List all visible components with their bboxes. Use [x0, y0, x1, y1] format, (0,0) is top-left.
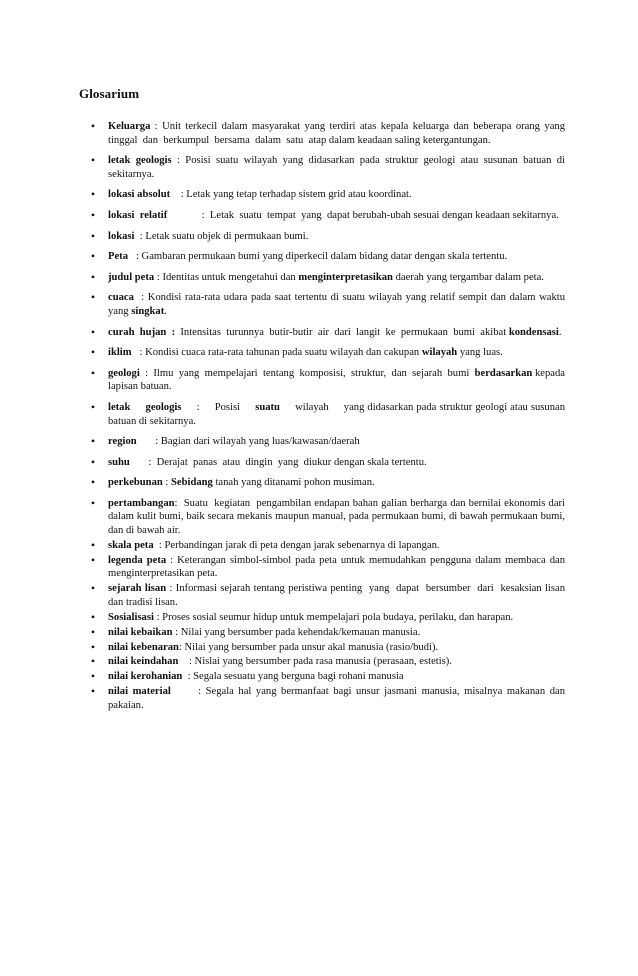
- glossary-entry: [87, 250, 565, 264]
- bullet-icon: •: [90, 581, 96, 596]
- glossary-text: : Letak suatu objek di permukaan bumi.: [134, 230, 309, 242]
- glossary-entry: [87, 552, 568, 581]
- glossary-term: letak geologis: [108, 155, 172, 167]
- bullet-icon: •: [90, 119, 96, 133]
- glossary-text: daerah yang tergambar dalam peta.: [392, 271, 544, 283]
- glossary-term: Sosialisasi: [108, 611, 154, 623]
- glossary-text: : Segala sesuatu yang berguna bagi rohani manusia: [182, 671, 404, 683]
- glossary-term: suatu: [255, 401, 280, 413]
- glossary-text: : Segala hal yang bermanfaat bagi unsur jasmani manusia, misalnya makanan dan pakaian.: [108, 686, 568, 711]
- glossary-text: .: [558, 326, 562, 338]
- glossary-entry: [87, 670, 565, 684]
- glossary-term: berdasarkan: [474, 367, 533, 379]
- glossary-term: Peta: [108, 251, 128, 263]
- glossary-entry: [87, 230, 565, 244]
- glossary-entry: [87, 399, 568, 428]
- glossary-text: Intensitas turunnya butir-butir air dari langit ke permukaan bumi akibat: [175, 326, 509, 338]
- bullet-icon: •: [90, 207, 96, 222]
- glossary-term: curah hujan :: [108, 326, 176, 338]
- glossary-term: Keluarga: [108, 121, 151, 132]
- glossary-entry: [87, 365, 568, 394]
- bullet-icon: •: [90, 324, 96, 339]
- glossary-term: menginterpretasikan: [298, 271, 393, 283]
- glossary-term: nilai keindahan: [108, 656, 179, 668]
- glossary-term: perkebunan: [108, 477, 163, 489]
- bullet-icon: •: [90, 399, 96, 414]
- bullet-icon: •: [90, 669, 96, 684]
- bullet-icon: •: [90, 228, 96, 243]
- glossary-term: skala peta: [108, 539, 154, 551]
- glossary-text: kepada lapisan batuan.: [108, 367, 568, 393]
- glossary-text: tanah yang ditanami pohon musiman.: [212, 477, 375, 489]
- glossary-text: : Derajat panas atau dingin yang diukur dengan skala tertentu.: [129, 456, 427, 468]
- glossary-term: nilai kebaikan: [108, 626, 173, 638]
- glossary-text: : Posisi suatu wilayah yang didasarkan pada struktur geologi atau susunan batuan di sekitarnya.: [108, 155, 568, 180]
- bullet-icon: •: [90, 345, 96, 360]
- bullet-icon: •: [90, 537, 96, 552]
- glossary-entry: [87, 539, 565, 553]
- glossary-text: : Bagian dari wilayah yang luas/kawasan/daerah: [136, 436, 360, 448]
- bullet-icon: •: [90, 552, 96, 567]
- bullet-icon: •: [90, 187, 96, 202]
- glossary-term: lokasi relatif: [108, 209, 168, 221]
- glossary-text: : Identitas untuk mengetahui dan: [154, 271, 299, 283]
- bullet-icon: •: [90, 434, 96, 449]
- glossary-entry: [87, 271, 565, 285]
- glossary-text: yang luas.: [457, 347, 503, 359]
- glossary-text: : Ilmu yang mempelajari tentang komposisi, struktur, dan sejarah bumi: [139, 367, 475, 379]
- glossary-entry: [87, 476, 565, 490]
- glossary-term: nilai kebenaran: [108, 641, 179, 653]
- glossary-text: : Gambaran permukaan bumi yang diperkecil dalam bidang datar dengan skala tertentu.: [128, 251, 508, 263]
- glossary-text: : Nilai yang bersumber pada kehendak/kemauan manusia.: [172, 626, 421, 638]
- glossary-text: :: [162, 477, 172, 489]
- bullet-icon: •: [90, 269, 96, 284]
- glossary-term: nilai material: [108, 686, 171, 698]
- glossary-entry: [87, 581, 568, 609]
- bullet-icon: •: [90, 609, 96, 624]
- glossary-term: iklim: [108, 347, 132, 359]
- glossary-term: region: [108, 436, 137, 448]
- bullet-icon: •: [90, 153, 96, 168]
- glossary-term: kondensasi: [508, 326, 559, 338]
- glossary-term: lokasi: [108, 230, 135, 242]
- glossary-term: legenda peta: [108, 554, 167, 566]
- glossary-term: suhu: [108, 456, 130, 468]
- bullet-icon: •: [90, 684, 96, 699]
- glossary-entry: [87, 188, 565, 202]
- glossary-text: : Informasi sejarah tentang peristiwa penting yang dapat bersumber dari kesaksian lisan dan tradisi lisan.: [108, 583, 568, 608]
- glossary-term: judul peta: [108, 271, 155, 283]
- glossary-entry: [87, 435, 565, 449]
- glossary-term: pertambangan: [108, 497, 175, 509]
- glossary-entry: [87, 290, 568, 318]
- glossary-text: : Posisi: [181, 401, 256, 413]
- page-title: Glosarium: [79, 86, 140, 101]
- glossary-term: wilayah: [421, 347, 458, 359]
- bullet-icon: •: [90, 639, 96, 654]
- bullet-icon: •: [90, 654, 96, 669]
- bullet-icon: •: [90, 454, 96, 469]
- glossary-entry: [87, 684, 568, 712]
- glossary-entry: [87, 119, 568, 147]
- glossary-text: : Kondisi rata-rata udara pada saat tertentu di suatu wilayah yang relatif sempit dan dalam waktu yang: [108, 292, 568, 317]
- bullet-icon: •: [90, 249, 96, 264]
- glossary-text: : Kondisi cuaca rata-rata tahunan pada suatu wilayah dan cakupan: [131, 347, 422, 359]
- glossary-text: : Letak suatu tempat yang dapat berubah-ubah sesuai dengan keadaan sekitarnya.: [167, 209, 559, 221]
- glossary-term: cuaca: [108, 292, 134, 304]
- glossary-entry: [87, 655, 565, 669]
- glossary-list: [87, 119, 568, 714]
- glossary-term: lokasi absolut: [108, 189, 171, 201]
- glossary-term: sejarah lisan: [108, 583, 167, 595]
- glossary-entry: [87, 641, 565, 655]
- glossary-entry: [87, 495, 568, 538]
- bullet-icon: •: [90, 495, 96, 510]
- glossary-entry: [87, 611, 565, 625]
- glossary-term: nilai kerohanian: [108, 671, 183, 683]
- bullet-icon: •: [90, 365, 96, 380]
- glossary-entry: [87, 153, 568, 181]
- glossary-text: : Nislai yang bersumber pada rasa manusia (perasaan, estetis).: [178, 656, 452, 668]
- glossary-term: geologi: [108, 367, 140, 379]
- glossary-text: : Suatu kegiatan pengambilan endapan bahan galian berharga dan bernilai ekonomis dari dalam kulit bumi, baik secara mekanis maupun manual, pada permukaan bumi, di bawah permukaan bumi, dan di bawah air.: [108, 497, 568, 537]
- bullet-icon: •: [90, 475, 96, 490]
- glossary-term: letak geologis: [108, 401, 182, 413]
- bullet-icon: •: [90, 624, 96, 639]
- glossary-text: : Letak yang tetap terhadap sistem grid atau koordinat.: [170, 189, 412, 201]
- glossary-entry: [87, 209, 565, 223]
- glossary-entry: [87, 626, 565, 640]
- glossary-text: : Unit terkecil dalam masyarakat yang terdiri atas kepala keluarga dan beberapa orang yang tinggal dan berkumpul bersama dalam satu atap dalam keadaan saling ketergantungan.: [108, 121, 568, 146]
- glossary-entry: [87, 346, 565, 360]
- glossary-text: : Proses sosial seumur hidup untuk mempelajari pola budaya, perilaku, dan harapan.: [153, 611, 514, 623]
- glossary-text: : Keterangan simbol-simbol pada peta untuk memudahkan pengguna dalam membaca dan menginterpretasikan peta.: [108, 554, 568, 580]
- glossary-text: wilayah yang didasarkan pada struktur geologi atau susunan batuan di sekitarnya.: [108, 401, 568, 427]
- bullet-icon: •: [90, 290, 96, 305]
- glossary-term: singkat: [131, 305, 165, 317]
- glossary-text: : Perbandingan jarak di peta dengan jarak sebenarnya di lapangan.: [153, 539, 440, 551]
- glossary-text: : Nilai yang bersumber pada unsur akal manusia (rasio/budi).: [178, 641, 439, 653]
- glossary-text: .: [164, 305, 167, 317]
- glossary-entry: [87, 326, 565, 340]
- glossary-term: Sebidang: [171, 477, 213, 489]
- glossary-entry: [87, 456, 565, 470]
